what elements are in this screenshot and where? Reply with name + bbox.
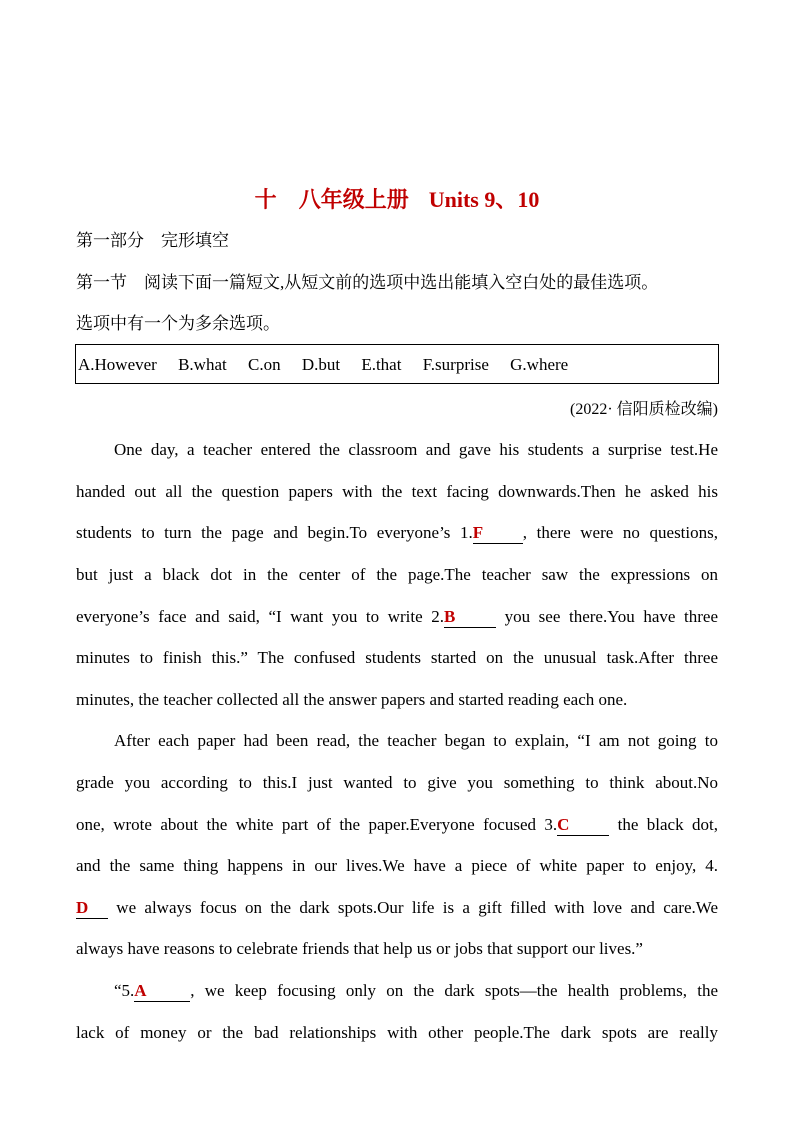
passage-line-9: grade you according to this.I just wanted to give you something to think about.No xyxy=(76,773,718,792)
grade-label: 八年级上册 xyxy=(298,187,409,212)
passage-line-15: lack of money or the bad relationships with other people.The dark spots are really xyxy=(76,1023,718,1042)
answer-blank-3: C xyxy=(557,815,609,836)
instruction-line-2: 选项中有一个为多余选项。 xyxy=(76,314,280,333)
option-c: C.on xyxy=(247,355,281,374)
passage-line-4: but just a black dot in the center of the page.The teacher saw the expressions on xyxy=(76,565,718,584)
option-g: G.where xyxy=(510,355,569,374)
passage-text: the black dot, xyxy=(609,815,718,834)
passage-text: students to turn the page and begin.To everyone’s 1. xyxy=(76,523,473,542)
option-b: B.what xyxy=(178,355,227,374)
option-f: F.surprise xyxy=(422,355,489,374)
answer-blank-4: D xyxy=(76,898,108,919)
passage-line-7: minutes, the teacher collected all the answer papers and started reading each one. xyxy=(76,690,628,709)
passage-line-8: After each paper had been read, the teacher began to explain, “I am not going to xyxy=(114,731,718,750)
passage-text: one, wrote about the white part of the paper.Everyone focused 3. xyxy=(76,815,558,834)
passage-line-6: minutes to finish this.” The confused students started on the unusual task.After three xyxy=(76,648,718,667)
chapter-number: 十 xyxy=(254,187,277,212)
option-a: A.However xyxy=(78,355,157,374)
answer-blank-1: F xyxy=(473,523,523,544)
passage-text: you see there.You have three xyxy=(496,607,718,626)
passage-text: , we keep focusing only on the dark spots—the health problems, the xyxy=(190,981,718,1000)
option-e: E.that xyxy=(361,355,402,374)
passage-line-12 xyxy=(76,896,718,920)
source-note: (2022· 信阳质检改编) xyxy=(570,401,718,418)
units-label: Units 9、10 xyxy=(428,187,540,212)
passage-text: we always focus on the dark spots.Our life is a gift filled with love and care.We xyxy=(108,898,718,917)
page-title xyxy=(0,184,794,216)
passage-line-1: One day, a teacher entered the classroom and gave his students a surprise test.He xyxy=(114,440,718,459)
instruction-line-1: 第一节 阅读下面一篇短文,从短文前的选项中选出能填入空白处的最佳选项。 xyxy=(76,273,659,292)
passage-line-14 xyxy=(114,979,718,1003)
options-box xyxy=(75,344,719,384)
passage-line-5 xyxy=(76,605,718,629)
section-part-heading: 第一部分 完形填空 xyxy=(76,231,229,250)
answer-blank-5: A xyxy=(134,981,190,1002)
passage-text: everyone’s face and said, “I want you to write 2. xyxy=(76,607,445,626)
passage-line-10 xyxy=(76,813,718,837)
passage-line-3 xyxy=(76,521,718,545)
passage-text: “5. xyxy=(114,981,135,1000)
option-d: D.but xyxy=(301,355,341,374)
passage-line-11: and the same thing happens in our lives.We have a piece of white paper to enjoy, 4. xyxy=(76,856,718,875)
passage-line-2: handed out all the question papers with the text facing downwards.Then he asked his xyxy=(76,482,718,501)
answer-blank-2: B xyxy=(444,607,496,628)
passage-line-13: always have reasons to celebrate friends that help us or jobs that support our lives.” xyxy=(76,939,643,958)
passage-text: , there were no questions, xyxy=(522,523,718,542)
